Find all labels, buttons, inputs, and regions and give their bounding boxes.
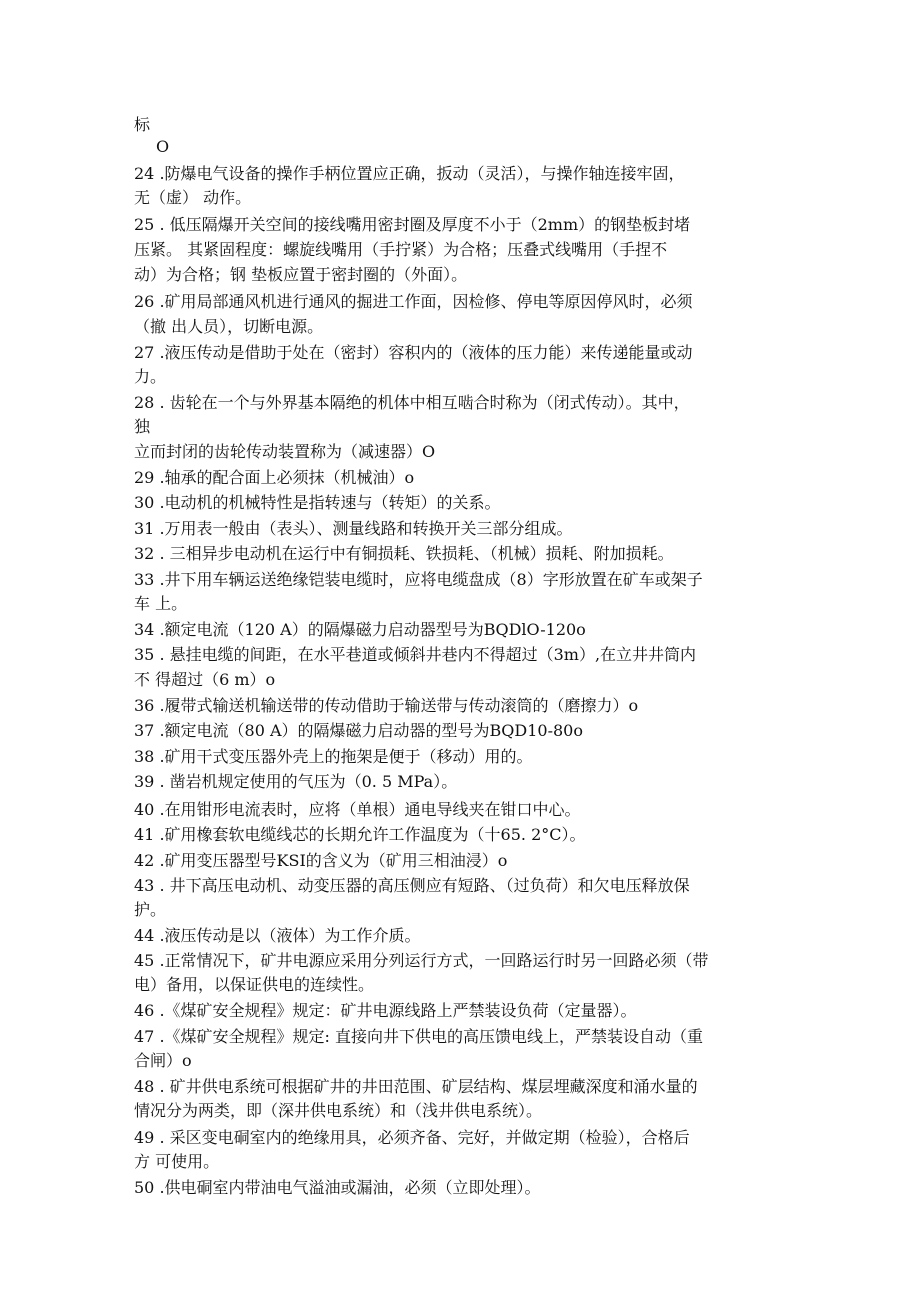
text-line: 31 .万用表一般由（表头）、测量线路和转换开关三部分组成。 bbox=[134, 519, 573, 538]
text-line: 35 . 悬挂电缆的间距，在水平巷道或倾斜井巷内不得超过（3m）,在立井井筒内 bbox=[134, 645, 697, 664]
text-line: 25 . 低压隔爆开关空间的接线嘴用密封圈及厚度不小于（2mm）的钢垫板封堵 bbox=[134, 215, 691, 234]
text-line: 44 .液压传动是以（液体）为工作介质。 bbox=[134, 926, 421, 945]
text-line: 标 bbox=[134, 115, 151, 134]
text-line: 34 .额定电流（120 A）的隔爆磁力启动器型号为BQDlO-120o bbox=[134, 620, 586, 639]
text-line: 43 . 井下高压电动机、动变压器的高压侧应有短路、（过负荷）和欠电压释放保 bbox=[134, 876, 690, 895]
text-line: 47 .《煤矿安全规程》规定: 直接向井下供电的高压馈电线上，严禁装设自动（重 bbox=[134, 1027, 704, 1046]
text-line: 28 . 齿轮在一个与外界基本隔绝的机体中相互啮合时称为（闭式传动）。其中， bbox=[134, 393, 690, 412]
text-line: 46 .《煤矿安全规程》规定：矿井电源线路上严禁装设负荷（定量器）。 bbox=[134, 1001, 637, 1020]
text-line: 27 .液压传动是借助于处在（密封）容积内的（液体的压力能）来传递能量或动 bbox=[134, 343, 693, 362]
text-line: 33 .井下用车辆运送绝缘铠装电缆时，应将电缆盘成（8）字形放置在矿车或架子 bbox=[134, 570, 703, 589]
text-line: 力。 bbox=[134, 367, 167, 386]
text-line: 48 . 矿井供电系统可根据矿井的井田范围、矿层结构、煤层埋藏深度和涌水量的 bbox=[134, 1077, 698, 1096]
text-line: 压紧。 其紧固程度：螺旋线嘴用（手拧紧）为合格；压叠式线嘴用（手捏不 bbox=[134, 240, 668, 259]
text-line: 49 . 采区变电硐室内的绝缘用具，必须齐备、完好，并做定期（检验），合格后 bbox=[134, 1128, 690, 1147]
text-line: 50 .供电硐室内带油电气溢油或漏油，必须（立即处理）。 bbox=[134, 1178, 541, 1197]
text-line: 不 得超过（6 m）o bbox=[134, 670, 276, 689]
text-line: （撤 出人员），切断电源。 bbox=[134, 317, 324, 336]
text-line: 36 .履带式输送机输送带的传动借助于输送带与传动滚筒的（磨擦力）o bbox=[134, 696, 639, 715]
text-line: 护。 bbox=[134, 900, 167, 919]
text-line: 40 .在用钳形电流表时，应将（单根）通电导线夹在钳口中心。 bbox=[134, 800, 581, 819]
text-line: 37 .额定电流（80 A）的隔爆磁力启动器的型号为BQD10-80o bbox=[134, 721, 583, 740]
text-line: 42 .矿用变压器型号KSI的含义为（矿用三相油浸）o bbox=[134, 851, 508, 870]
text-line: 无（虚） 动作。 bbox=[134, 188, 252, 207]
text-line: 方 可使用。 bbox=[134, 1152, 220, 1171]
text-line: 24 .防爆电气设备的操作手柄位置应正确，扳动（灵活），与操作轴连接牢固， bbox=[134, 164, 685, 183]
text-line: 32 . 三相异步电动机在运行中有铜损耗、铁损耗、（机械）损耗、附加损耗。 bbox=[134, 544, 674, 563]
text-line: 39 . 凿岩机规定使用的气压为（0. 5 MPa）。 bbox=[134, 772, 458, 791]
text-line: 29 .轴承的配合面上必须抹（机械油）o bbox=[134, 468, 415, 487]
text-line: 合闸）o bbox=[134, 1051, 192, 1070]
text-line: 车 上。 bbox=[134, 594, 188, 613]
text-line: O bbox=[156, 137, 170, 156]
text-line: 38 .矿用干式变压器外壳上的拖架是便于（移动）用的。 bbox=[134, 747, 533, 766]
text-line: 45 .正常情况下，矿井电源应采用分列运行方式，一回路运行时另一回路必须（带 bbox=[134, 951, 709, 970]
text-line: 独 bbox=[134, 417, 151, 436]
text-line: 26 .矿用局部通风机进行通风的掘进工作面，因检修、停电等原因停风时，必须 bbox=[134, 292, 693, 311]
text-line: 30 .电动机的机械特性是指转速与（转矩）的关系。 bbox=[134, 493, 501, 512]
text-line: 立而封闭的齿轮传动装置称为（减速器）O bbox=[134, 442, 436, 461]
text-line: 41 .矿用橡套软电缆线芯的长期允许工作温度为（十65. 2°C）。 bbox=[134, 825, 586, 844]
text-line: 动）为合格；钢 垫板应置于密封圈的（外面）。 bbox=[134, 265, 468, 284]
text-line: 情况分为两类，即（深井供电系统）和（浅井供电系统）。 bbox=[134, 1101, 543, 1120]
text-line: 电）备用，以保证供电的连续性。 bbox=[134, 975, 375, 994]
